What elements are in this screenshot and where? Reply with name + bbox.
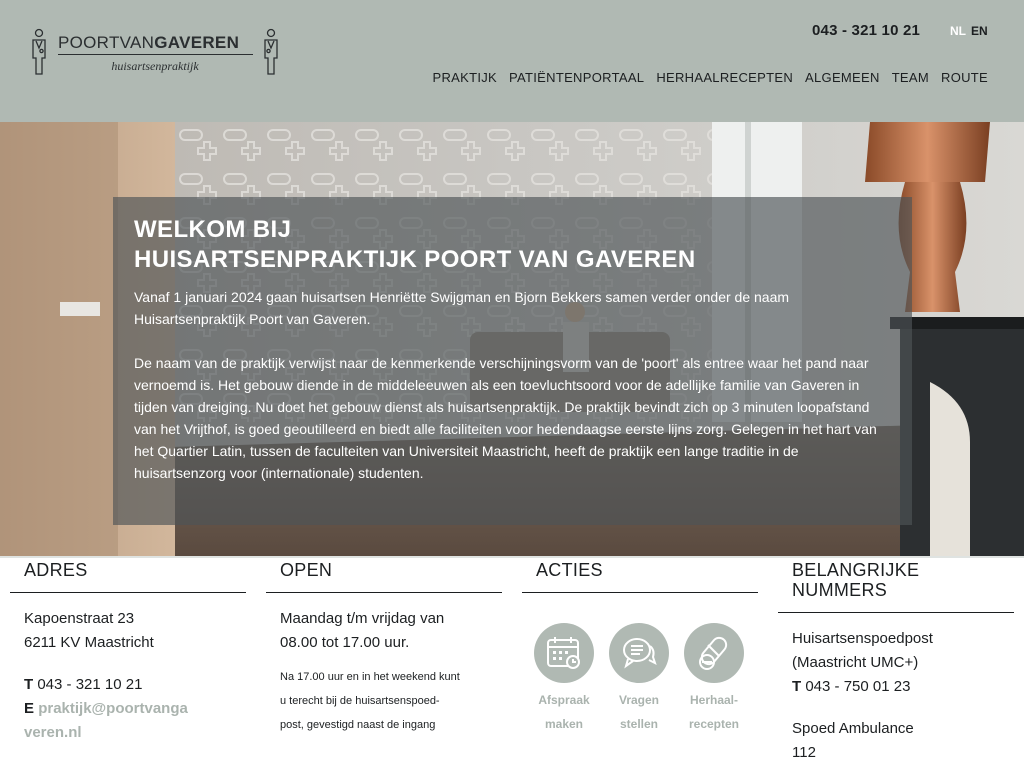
logo-subtitle: huisartsenpraktijk (111, 59, 199, 73)
email-link[interactable]: praktijk@poortvanga (38, 700, 188, 717)
important-numbers-column (778, 560, 1014, 765)
ambulance-number[interactable]: 112 (792, 744, 816, 761)
doctor-figure-icon (262, 28, 280, 76)
address-phone-link[interactable]: 043 - 321 10 21 (37, 676, 143, 693)
pill-icon (695, 634, 733, 672)
language-en[interactable]: EN (971, 24, 988, 38)
nav-praktijk[interactable]: PRAKTIJK (432, 70, 498, 85)
emergency-post-phone-link[interactable]: 043 - 750 01 23 (805, 678, 911, 695)
address-body (10, 593, 246, 745)
ambulance-label: Spoed Ambulance (792, 720, 914, 737)
nav-route[interactable]: ROUTE (941, 70, 988, 85)
opening-body (266, 593, 502, 737)
hero-text (134, 286, 894, 484)
opening-hours-column (266, 560, 502, 737)
address-heading: ADRES (10, 560, 246, 593)
nav-herhaalrecepten[interactable]: HERHAALRECEPTEN (656, 70, 794, 85)
emergency-post-location: (Maastricht UMC+) (792, 654, 919, 671)
address-street: Kapoenstraat 23 (24, 610, 135, 627)
header-phone-link[interactable]: 043 - 321 10 21 (812, 22, 921, 39)
make-appointment-label: Afspraak maken (538, 693, 590, 731)
site-logo[interactable] (30, 28, 280, 78)
repeat-prescriptions-button[interactable] (684, 623, 744, 736)
opening-line2: 08.00 tot 17.00 uur. (280, 634, 410, 651)
repeat-prescriptions-label: Herhaal- recepten (688, 693, 740, 731)
ask-questions-label: Vragen stellen (618, 693, 660, 731)
hero-section (0, 122, 1024, 556)
actions-list (522, 593, 758, 736)
opening-note: Na 17.00 uur en in het weekend kunt u terecht bij de huisartsenspoed- post, gevestigd naast de ingang (280, 671, 460, 731)
nav-algemeen[interactable]: ALGEMEEN (805, 70, 880, 85)
chat-icon (620, 634, 658, 672)
actions-column (522, 560, 758, 736)
emergency-post-phone: T 043 - 750 01 23 (792, 678, 911, 695)
emergency-post-name: Huisartsenspoedpost (792, 630, 933, 647)
actions-heading: ACTIES (522, 560, 758, 593)
main-navigation (432, 70, 988, 85)
make-appointment-button[interactable] (534, 623, 594, 736)
hero-paragraph-2: De naam van de praktijk verwijst naar de kenmerkende verschijningsvorm van de 'poort' als entree waar het pand naar vernoemd is. Het gebouw diende in de middeleeuwen als een toevluchtsoord voor de adellijke familie van Gaveren in tijden van dreiging. Nu doet het gebouw dienst als huisartsenpraktijk. De praktijk bevindt zich op 3 minuten loopafstand van het Vrijthof, is goed geoutilleerd en biedt alle faciliteiten voor hedendaagse eerste lijns zorg. Gelegen in het hart van het Quartier Latin, tussen de faculteiten van Universiteit Maastricht, heeft de praktijk een lange traditie in de huisartsenzorg voor (internationale) studenten. (134, 355, 877, 481)
hero-title-line2: HUISARTSENPRAKTIJK POORT VAN GAVEREN (134, 246, 696, 273)
nav-team[interactable]: TEAM (891, 70, 929, 85)
numbers-heading: BELANGRIJKE NUMMERS (778, 560, 1014, 613)
hero-title (134, 215, 834, 275)
opening-heading: OPEN (266, 560, 502, 593)
site-header (0, 0, 1024, 122)
address-city: 6211 KV Maastricht (24, 634, 154, 651)
address-phone: T 043 - 321 10 21 (24, 676, 143, 693)
address-column (10, 560, 246, 745)
numbers-body (778, 613, 1014, 765)
address-email: E praktijk@poortvanga (24, 700, 188, 717)
language-nl[interactable]: NL (950, 24, 966, 38)
logo-wordmark: POORTVANGAVEREN (58, 33, 253, 55)
opening-line1: Maandag t/m vrijdag van (280, 610, 445, 627)
email-link-cont[interactable]: veren.nl (24, 724, 82, 741)
hero-title-line1: WELKOM BIJ (134, 216, 292, 243)
hero-paragraph-1: Vanaf 1 januari 2024 gaan huisartsen Henriëtte Swijgman en Bjorn Bekkers samen verder onder de naam Huisartsenpraktijk Poort van Gaveren. (134, 289, 790, 327)
nav-patientenportaal[interactable]: PATIËNTENPORTAAL (509, 70, 645, 85)
ask-questions-button[interactable] (609, 623, 669, 736)
calendar-icon (545, 634, 583, 672)
